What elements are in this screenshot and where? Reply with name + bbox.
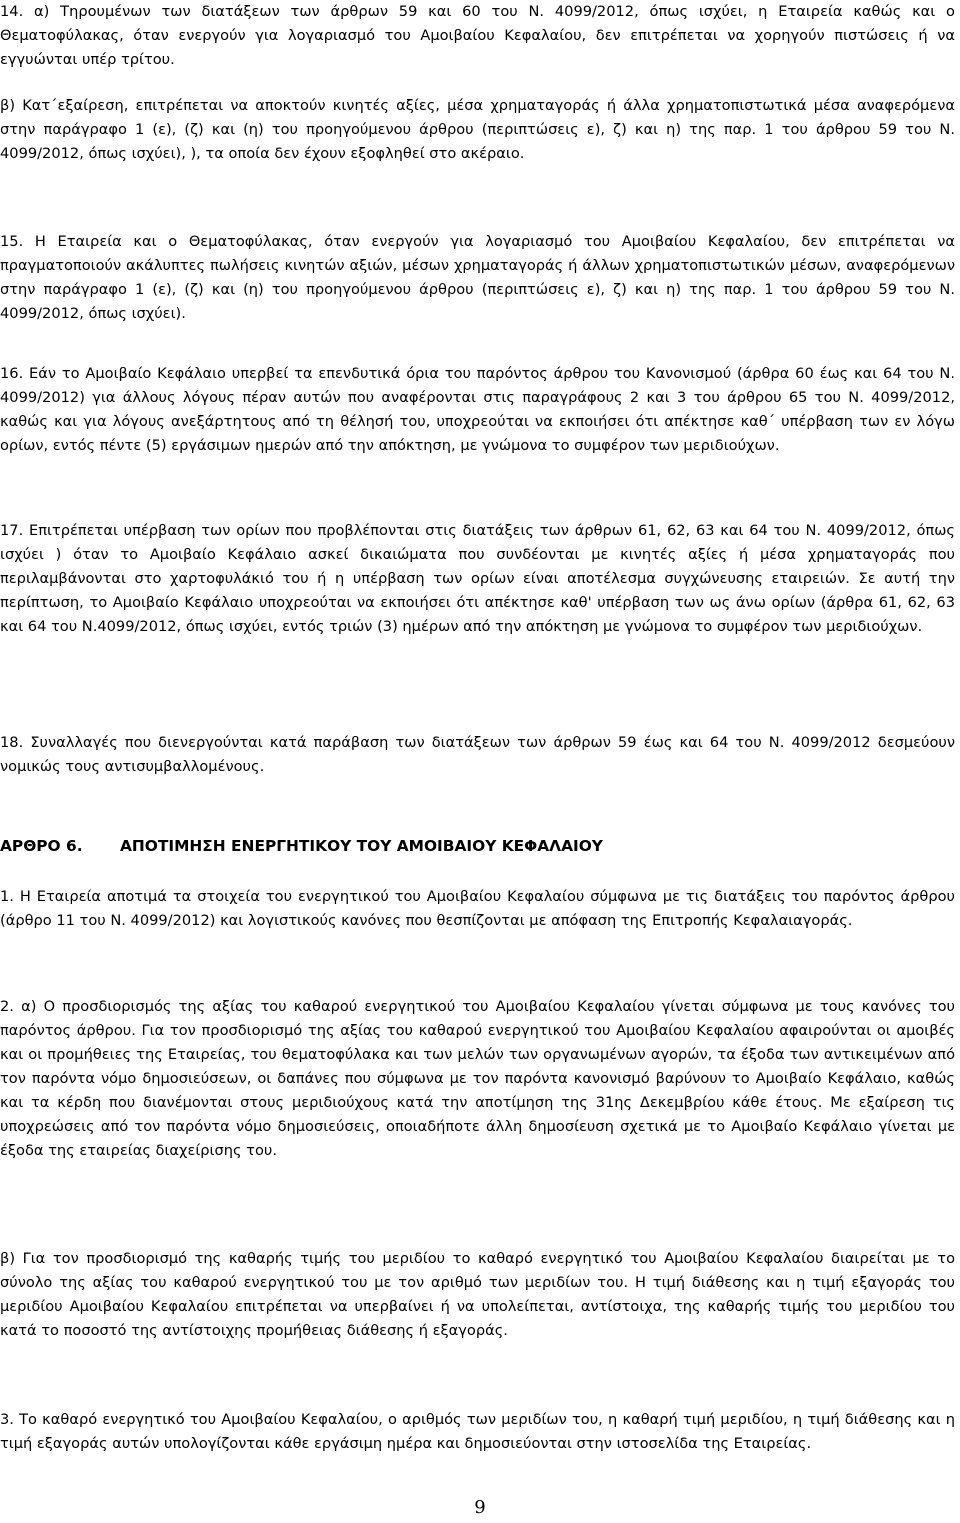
- article6-paragraph-1: 1. Η Εταιρεία αποτιμά τα στοιχεία του ενεργητικού του Αμοιβαίου Κεφαλαίου σύμφωνα με τις διατάξεις του παρόντος άρθρου (άρθρο 11 του Ν. 4099/2012) και λογιστικούς κανόνες που θεσπίζονται με απόφαση της Επιτροπής Κεφαλαιαγοράς.: [0, 888, 955, 929]
- paragraph-16: 16. Εάν το Αμοιβαίο Κεφάλαιο υπερβεί τα επενδυτικά όρια του παρόντος άρθρου του Κανονισμού (άρθρα 60 έως και 64 του Ν. 4099/2012) για άλλους λόγους πέραν αυτών που αναφέρονται στις παραγράφους 2 και 3 του άρθρου 65 του Ν. 4099/2012, καθώς και για λόγους ανεξάρτητους από τη θέλησή του, υποχρεούται να εκποιήσει ότι απέκτησε καθ΄ υπέρβαση των εν λόγω ορίων, εντός πέντε (5) εργάσιμων ημερών από την απόκτηση, με γνώμονα το συμφέρον των μεριδιούχων.: [0, 365, 955, 454]
- article-number: ΑΡΘΡΟ 6.: [0, 837, 83, 855]
- article6-paragraph-3: 3. Το καθαρό ενεργητικό του Αμοιβαίου Κεφαλαίου, ο αριθμός των μεριδίων του, η καθαρή τιμή μεριδίου, η τιμή διάθεσης και η τιμή εξαγοράς αυτών υπολογίζονται κάθε εργάσιμη ημέρα και δημοσιεύονται στην ιστοσελίδα της Εταιρείας.: [0, 1411, 955, 1452]
- article-title: ΑΠΟΤΙΜΗΣΗ ΕΝΕΡΓΗΤΙΚΟΥ ΤΟΥ ΑΜΟΙΒΑΙΟΥ ΚΕΦΑΛΑΙΟΥ: [120, 837, 603, 855]
- paragraph-18: 18. Συναλλαγές που διενεργούνται κατά παράβαση των διατάξεων των άρθρων 59 έως και 64 του Ν. 4099/2012 δεσμεύουν νομικώς τους αντισυμβαλλομένους.: [0, 734, 955, 775]
- paragraph-14a: 14. α) Τηρουμένων των διατάξεων των άρθρων 59 και 60 του Ν. 4099/2012, όπως ισχύει, η Εταιρεία καθώς και ο Θεματοφύλακας, όταν ενεργούν για λογαριασμό του Αμοιβαίου Κεφαλαίου, δεν επιτρέπεται να χορηγούν πιστώσεις ή να εγγυώνται υπέρ τρίτου.: [0, 3, 955, 68]
- article6-paragraph-2a: 2. α) Ο προσδιορισμός της αξίας του καθαρού ενεργητικού του Αμοιβαίου Κεφαλαίου γίνεται σύμφωνα με τους κανόνες του παρόντος άρθρου. Για τον προσδιορισμό της αξίας του καθαρού ενεργητικού του Αμοιβαίου Κεφαλαίου αφαιρούνται οι αμοιβές και οι προμήθειες της Εταιρείας, του θεματοφύλακα και των μελών των οργανωμένων αγορών, τα έξοδα των αντικειμένων από τον παρόντα νόμο δημοσιεύσεων, οι δαπάνες που σύμφωνα με τον παρόντα κανονισμό βαρύνουν το Αμοιβαίο Κεφάλαιο, καθώς και τα κέρδη που διανέμονται στους μεριδιούχους κατά την αποτίμηση της 31ης Δεκεμβρίου κάθε έτους. Με εξαίρεση τις υποχρεώσεις από τον παρόντα νόμο δημοσιεύσεις, οποιαδήποτε άλλη δημοσίευση σχετικά με το Αμοιβαίο Κεφάλαιο γίνεται με έξοδα της εταιρείας διαχείρισης του.: [0, 998, 955, 1159]
- paragraph-15: 15. Η Εταιρεία και ο Θεματοφύλακας, όταν ενεργούν για λογαριασμό του Αμοιβαίου Κεφαλαίου, δεν επιτρέπεται να πραγματοποιούν ακάλυπτες πωλήσεις κινητών αξιών, μέσων χρηματαγοράς ή άλλων χρηματοπιστωτικών μέσων, αναφερόμενων στην παράγραφο 1 (ε), (ζ) και (η) του προηγούμενου άρθρου (περιπτώσεις ε), ζ) και η) της παρ. 1 του άρθρου 59 του Ν. 4099/2012, όπως ισχύει).: [0, 233, 955, 322]
- article-heading: [0, 834, 955, 858]
- page-number: 9: [474, 1497, 486, 1518]
- article6-paragraph-2b: β) Για τον προσδιορισμό της καθαρής τιμής του μεριδίου το καθαρό ενεργητικό του Αμοιβαίου Κεφαλαίου διαιρείται με το σύνολο της αξίας του καθαρού ενεργητικού του με τον αριθμό των μεριδίων του. Η τιμή διάθεσης και η τιμή εξαγοράς του μεριδίου Αμοιβαίου Κεφαλαίου επιτρέπεται να υπερβαίνει ή να υπολείπεται, αντίστοιχα, της καθαρής τιμής του μεριδίου του κατά το ποσοστό της αντίστοιχης προμήθειας διάθεσης ή εξαγοράς.: [0, 1250, 955, 1339]
- paragraph-17: 17. Επιτρέπεται υπέρβαση των ορίων που προβλέπονται στις διατάξεις των άρθρων 61, 62, 63 και 64 του Ν. 4099/2012, όπως ισχύει ) όταν το Αμοιβαίο Κεφάλαιο ασκεί δικαιώματα που συνδέονται με κινητές αξίες ή μέσα χρηματαγοράς που περιλαμβάνονται στο χαρτοφυλάκιό του ή η υπέρβαση των ορίων είναι αποτέλεσμα συγχώνευσης εταιρειών. Σε αυτή την περίπτωση, το Αμοιβαίο Κεφάλαιο υποχρεούται να εκποιήσει ότι απέκτησε καθ' υπέρβαση των ως άνω ορίων (άρθρα 61, 62, 63 και 64 του Ν.4099/2012, όπως ισχύει, εντός τριών (3) ημέρων από την απόκτηση με γνώμονα το συμφέρον των μεριδιούχων.: [0, 522, 955, 635]
- paragraph-14b: β) Κατ΄εξαίρεση, επιτρέπεται να αποκτούν κινητές αξίες, μέσα χρηματαγοράς ή άλλα χρηματοπιστωτικά μέσα αναφερόμενα στην παράγραφο 1 (ε), (ζ) και (η) του προηγούμενου άρθρου (περιπτώσεις ε), ζ) και η) της παρ. 1 του άρθρου 59 του Ν. 4099/2012, όπως ισχύει), ), τα οποία δεν έχουν εξοφληθεί στο ακέραιο.: [0, 97, 955, 162]
